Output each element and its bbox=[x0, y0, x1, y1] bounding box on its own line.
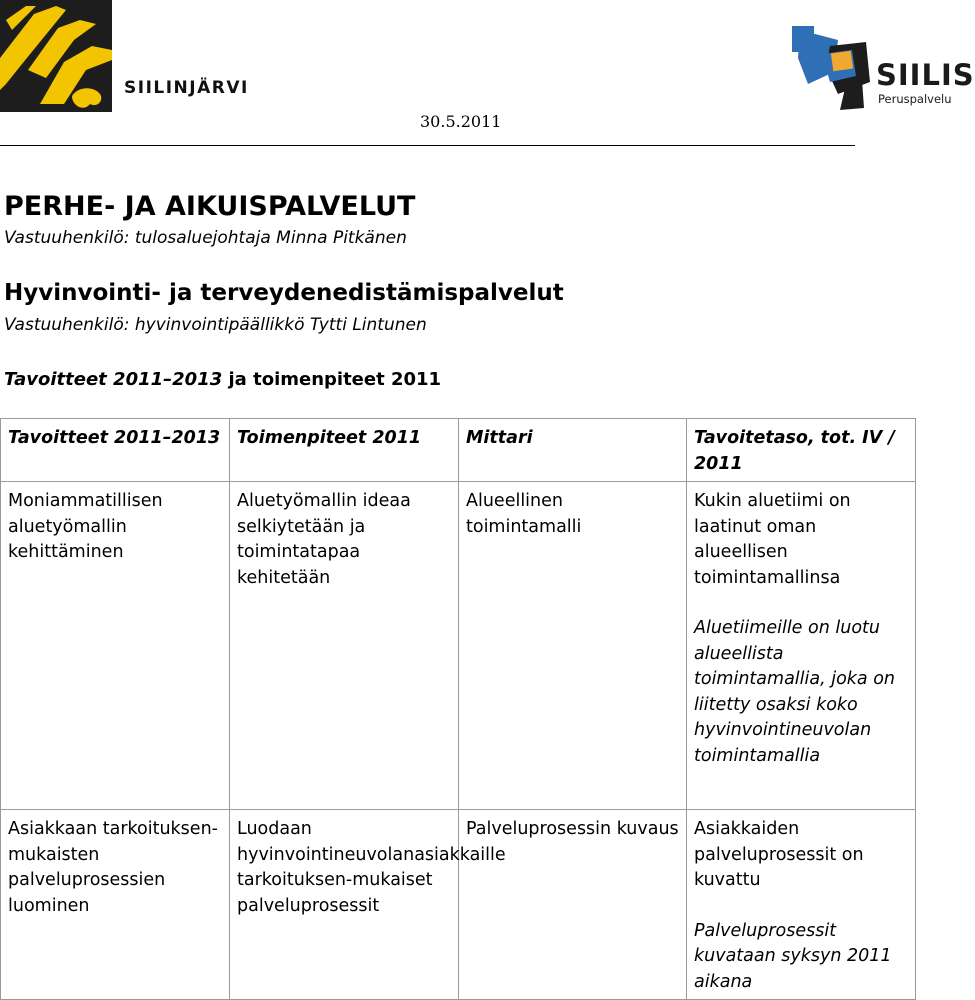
table-header-row bbox=[1, 419, 916, 482]
goals-heading-rest: ja toimenpiteet 2011 bbox=[222, 369, 442, 390]
cell-action: Aluetyömallin ideaa selkiytetään ja toimintatapaa kehitetään bbox=[230, 482, 459, 810]
target-text: Kukin aluetiimi on laatinut oman alueellisen toimintamallinsa bbox=[694, 491, 851, 588]
header-goals: Tavoitteet 2011–2013 bbox=[1, 419, 230, 482]
goals-table bbox=[0, 418, 916, 1000]
document-date: 30.5.2011 bbox=[420, 112, 502, 131]
page-title: PERHE- JA AIKUISPALVELUT bbox=[4, 191, 416, 222]
cell-target bbox=[687, 482, 916, 810]
status-text: Palveluprosessit kuvataan syksyn 2011 aikana bbox=[694, 920, 892, 992]
table-row bbox=[1, 810, 916, 1000]
cell-goal: Moniammatillisen aluetyömallin kehittäminen bbox=[1, 482, 230, 810]
cell-goal: Asiakkaan tarkoituksen-mukaisten palveluprosessien luominen bbox=[1, 810, 230, 1000]
status-text: Aluetiimeille on luotu alueellista toimintamallia, joka on liitetty osaksi koko hyvinvointineuvolan toimintamallia bbox=[694, 618, 896, 766]
subtitle-responsible: Vastuuhenkilö: hyvinvointipäällikkö Tytti Lintunen bbox=[4, 315, 427, 335]
goals-heading bbox=[4, 369, 441, 390]
target-text: Asiakkaiden palveluprosessit on kuvattu bbox=[694, 819, 864, 890]
header-actions: Toimenpiteet 2011 bbox=[230, 419, 459, 482]
title-responsible: Vastuuhenkilö: tulosaluejohtaja Minna Pitkänen bbox=[4, 228, 407, 248]
siilis-subtext: Peruspalvelu bbox=[878, 92, 952, 106]
header-divider bbox=[0, 145, 855, 146]
section-subtitle: Hyvinvointi- ja terveydenedistämispalvelut bbox=[4, 280, 564, 306]
table-row bbox=[1, 482, 916, 810]
cell-metric: Alueellinen toimintamalli bbox=[459, 482, 687, 810]
municipality-name: SIILINJÄRVI bbox=[124, 78, 249, 98]
siilis-wordmark: SIILIS bbox=[876, 58, 975, 92]
header-target: Tavoitetaso, tot. IV / 2011 bbox=[687, 419, 916, 482]
cell-metric: Palveluprosessin kuvaus bbox=[459, 810, 687, 1000]
goals-heading-period: Tavoitteet 2011–2013 bbox=[4, 369, 223, 390]
cell-target bbox=[687, 810, 916, 1000]
header-metric: Mittari bbox=[459, 419, 687, 482]
cell-action: Luodaan hyvinvointineuvolanasiakkaille tarkoituksen-mukaiset palveluprosessit bbox=[230, 810, 459, 1000]
